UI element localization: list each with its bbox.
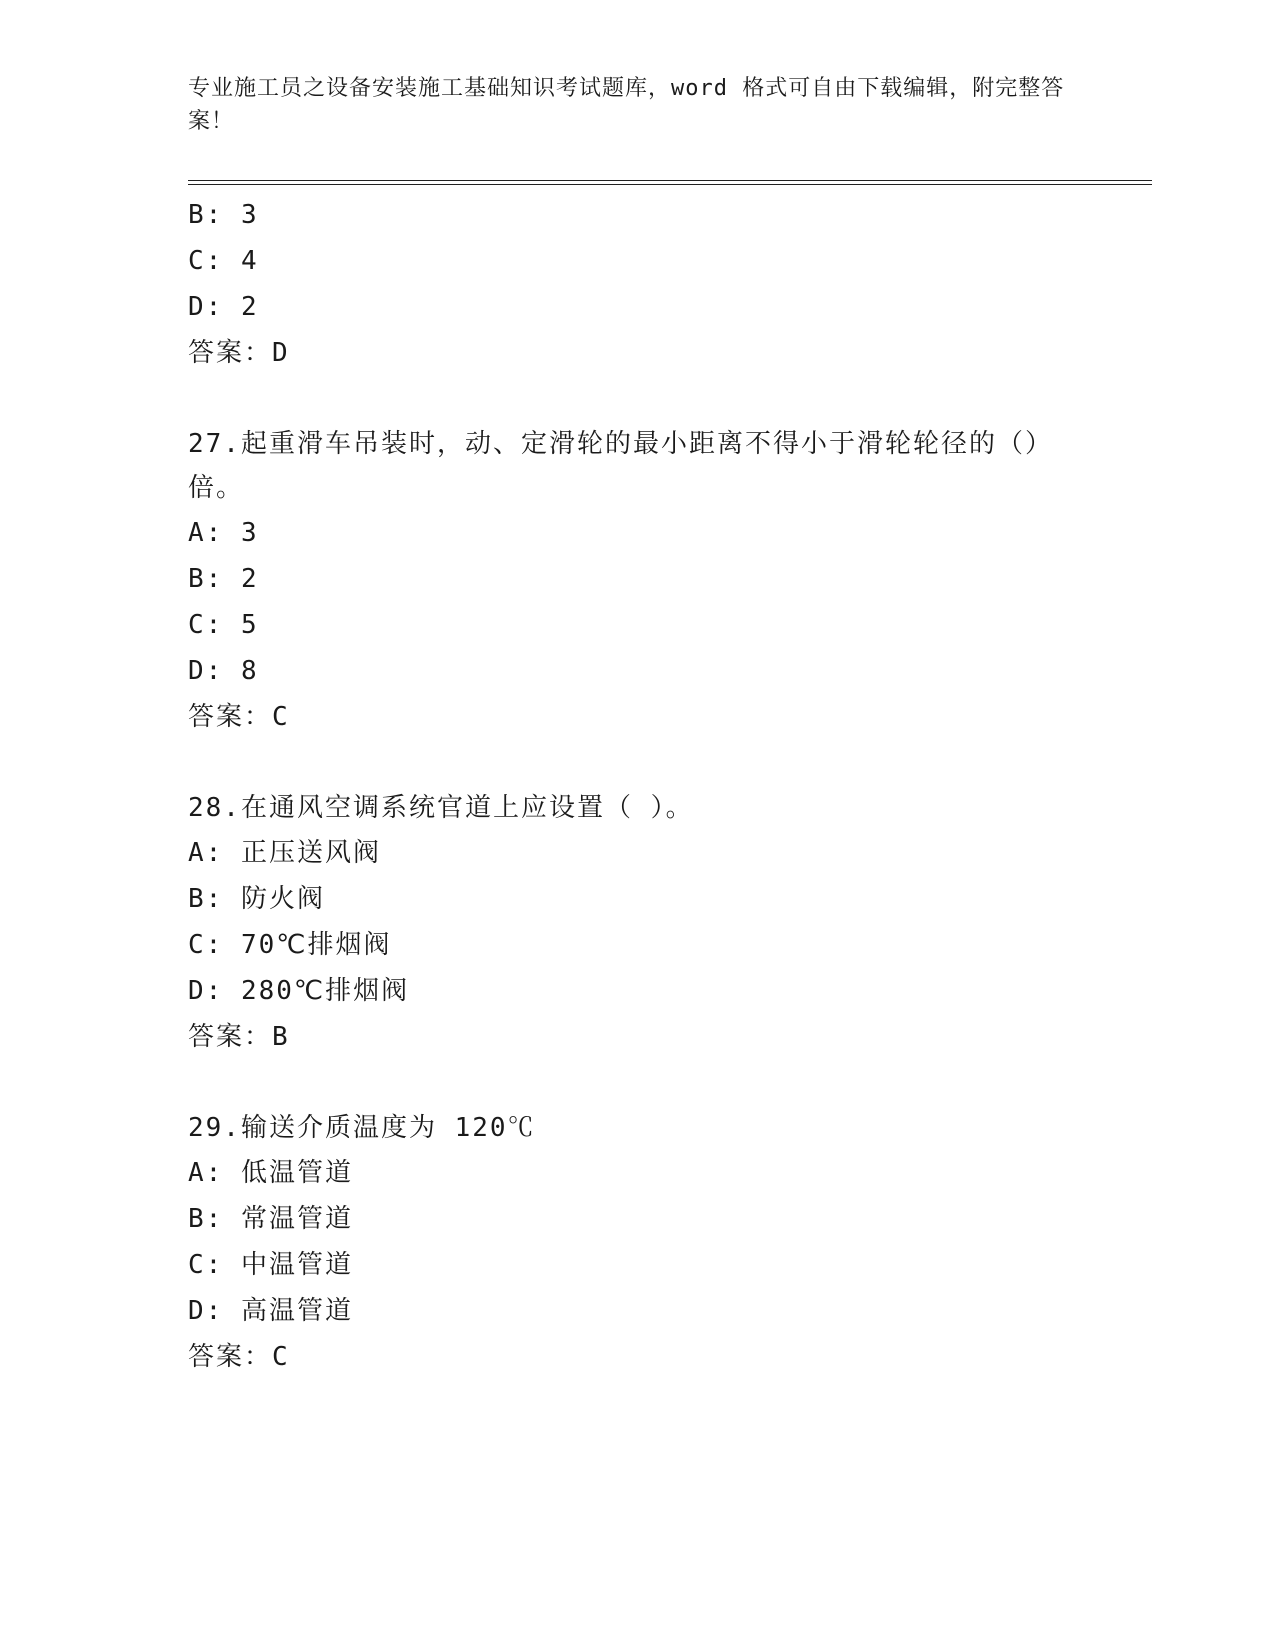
option-b: B: 常温管道 (188, 1204, 353, 1234)
option-b: B: 3 (188, 200, 259, 230)
option-a: A: 正压送风阀 (188, 838, 381, 868)
question-block-27 (188, 422, 1068, 740)
question-block-previous (188, 192, 1068, 376)
answer-line: 答案：B (188, 1022, 290, 1052)
question-block-29 (188, 1106, 1068, 1380)
option-a: A: 低温管道 (188, 1158, 353, 1188)
option-d: D: 高温管道 (188, 1296, 353, 1326)
header-divider-top (188, 180, 1152, 181)
option-b: B: 2 (188, 564, 259, 594)
option-b: B: 防火阀 (188, 884, 325, 914)
question-stem: 29.输送介质温度为 120℃ (188, 1113, 536, 1143)
option-a: A: 3 (188, 518, 259, 548)
answer-line: 答案：D (188, 338, 290, 368)
option-c: C: 4 (188, 246, 259, 276)
option-c: C: 5 (188, 610, 259, 640)
question-block-28 (188, 786, 1068, 1060)
document-header: 专业施工员之设备安装施工基础知识考试题库，word 格式可自由下载编辑，附完整答案！ (188, 76, 1065, 134)
header-divider-bottom (188, 184, 1152, 185)
answer-line: 答案：C (188, 1342, 290, 1372)
option-d: D: 2 (188, 292, 259, 322)
option-c: C: 70℃排烟阀 (188, 930, 392, 960)
option-c: C: 中温管道 (188, 1250, 353, 1280)
option-d: D: 8 (188, 656, 259, 686)
question-stem: 27.起重滑车吊装时，动、定滑轮的最小距离不得小于滑轮轮径的（）倍。 (188, 429, 1040, 503)
spacer (188, 740, 1068, 786)
spacer (188, 376, 1068, 422)
option-d: D: 280℃排烟阀 (188, 976, 410, 1006)
spacer (188, 1060, 1068, 1106)
question-list (188, 192, 1068, 1380)
answer-line: 答案：C (188, 702, 290, 732)
question-stem: 28.在通风空调系统官道上应设置（ ）。 (188, 793, 694, 823)
